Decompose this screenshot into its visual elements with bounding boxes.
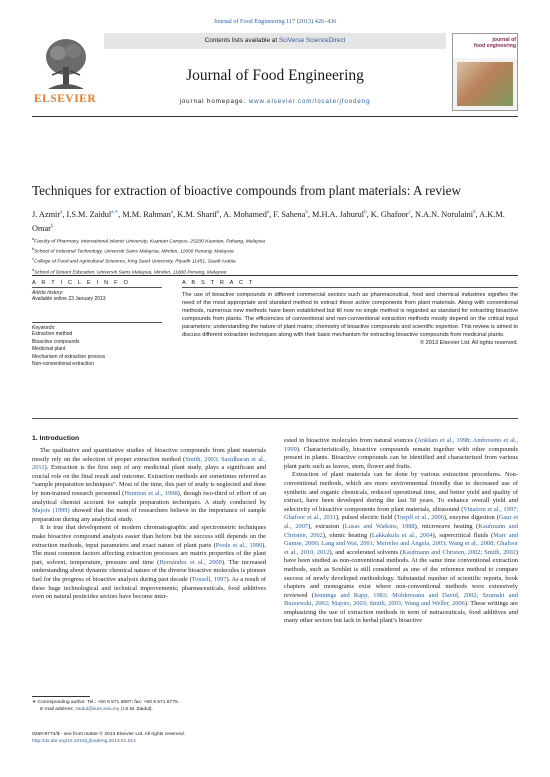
citation-link[interactable]: Tonsell, 1997 [191,575,227,583]
keyword: Non-conventional extraction [32,361,94,367]
paragraph-text: ), pulsed electric field ( [335,514,397,522]
article-info-heading: A R T I C L E I N F O [32,280,131,286]
author-affiliation-mark[interactable]: a [266,210,270,215]
keywords-divider [32,322,162,323]
paragraph-text: It is true that development of modern chromatographic and spectrometric techniques make bioactive compound analysis easier than before but the success still depends on the extraction methods, input parameters and exact nature of plant parts ( [32,524,266,549]
corresponding-author-footnote [32,699,266,713]
publisher-logo[interactable] [32,33,98,111]
author-name: N.A.N. Norulaini [414,209,474,219]
author-name: M.M. Rahman [122,209,171,219]
elsevier-tree-icon [42,35,90,93]
journal-cover-thumbnail[interactable] [452,33,518,111]
citation-link[interactable]: Toepfl et al., 2006 [396,514,444,522]
paragraph-text: ), ohmic heating ( [322,531,372,539]
issn-line: 0260-8774/$ - see front matter © 2013 Elsevier Ltd. All rights reserved. [32,732,186,737]
info-divider [32,287,162,288]
keywords [32,325,162,369]
homepage-link[interactable]: www.elsevier.com/locate/jfoodeng [248,98,371,105]
keyword: Bioactive compounds [32,338,80,345]
affiliation-text: College of Food and Agricultural Sciences, King Saud University, Riyadh 11451, Saudi Arabia [33,260,236,266]
paragraph-text: ), supercritical fluids ( [432,531,494,539]
publisher-wordmark: ELSEVIER [34,93,97,105]
citation-link[interactable]: Majors (1999) [32,507,70,515]
copyright: © 2013 Elsevier Ltd. All rights reserved. [419,340,518,347]
body-column-left [32,447,266,602]
paragraph-text: ). The increased understanding about dynamic chemical nature of the diverse bioactive molecules is pioneer fuel for the progress of bioactive analysis during past decade ( [32,558,266,583]
paragraph [284,471,518,626]
author-affiliation-mark[interactable]: a [60,210,63,215]
contents-prefix: Contents lists available at [204,37,279,44]
paragraph-text: ). These writings are emphasizing the use of extraction methods in term of nutraceuticals, food additives and many other sectors but lack in herbal plant’s bioactive [284,600,518,625]
author-list: J. Azmir$^a$, I.S.M. Zaidul$^{a,∗}$, M.M. Rahman$^a$, K.M. Sharif$^a$, A. Mohamed$^a$, F. Sahena$^b$, M.H.A. Jahurul$^b$, K. Ghafoor$^c$, N.A.N. Norulaini$^d$, A.K.M. Omar$^b$ [32,209,505,233]
history-text: Available online 23 January 2013 [32,296,106,302]
journal-homepage [104,98,446,105]
doi-link[interactable]: http://dx.doi.org/10.1016/j.jfoodeng.2013.01.014 [32,739,136,744]
author-name: M.H.A. Jahurul [312,209,365,219]
affiliation-text: Faculty of Pharmacy, International Islamic University, Kuantan Campus, 25200 Kuantan, Pahang, Malaysia [34,239,266,245]
author-affiliation-mark[interactable]: b [364,210,367,215]
abstract-divider [182,287,518,288]
abstract-bottom-divider [32,418,518,419]
email-link[interactable]: zaidul@iium.edu.my [75,707,120,712]
header-divider [32,275,518,276]
article-title: Techniques for extraction of bioactive compounds from plant materials: A review [32,183,462,198]
author-name: F. Sahena [273,209,306,219]
keyword-list [32,331,162,369]
citation-link[interactable]: Hennion et al., 1998 [124,489,178,497]
author-name: K. Ghafoor [370,209,409,219]
affiliation [32,236,518,246]
journal-reference[interactable]: Journal of Food Engineering 117 (2013) 426–436 [213,18,337,25]
citation-link[interactable]: Anklam et al., 1998; Ambrosino et al., 1999 [284,437,518,453]
affiliation-mark: b [32,247,35,252]
corresponding-text: ∗ Corresponding author. Tel.: +60 9 571 6687; fax: +60 9 571 6775. [32,700,180,705]
author-name: I.S.M. Zaidul [66,209,112,219]
citation-link[interactable]: Marr and Gamse, 2000; Lang and Wai, 2001; Meireles and Angela, 2003; Wang et al., 2008; Ghafoor et al., 2010, 2012 [284,531,518,556]
affiliation-text: School of Industrial Technology, Universiti Sains Malaysia, Minden, 11800 Penang, Malaysia [34,249,234,255]
author-name: J. Azmir [32,209,61,219]
journal-masthead [32,33,518,158]
affiliation-mark: c [32,257,34,262]
citation-link[interactable]: Vinatoru et al., 1997; Ghafoor et al., 2011 [284,505,518,522]
keyword: Extraction method [32,331,73,337]
article-history [32,290,162,304]
front-matter [32,731,266,745]
paragraph-text: ), though two-third of effort of an analytical chemist account for sample preparation techniques. A study conducted by [32,489,266,506]
paragraph-text: ), enzyme digestion ( [443,514,499,522]
affiliation [32,246,518,256]
citation-link[interactable]: Lusas and Watkins, 1988 [344,522,415,530]
author-affiliation-mark[interactable]: a [217,210,220,215]
paragraph-text: ), microwave heating ( [414,522,479,530]
journal-title: Journal of Food Engineering [186,67,364,84]
author-affiliation-mark[interactable]: b [50,223,54,229]
abstract-body: The use of bioactive compounds in different commercial sectors such as pharmaceutical, food and chemical industries signifies the need of the most appropriate and standard method to extract these active components from plant materials. Along with conventional methods, numerous new methods have been established but till now no single method is regarded as standard for extracting bioactive compounds from plants. The efficiencies of conventional and non-conventional extraction methods mostly depend on the critical input parameters; understanding the nature of plant matrix; chemistry of bioactive compounds and scientific expertise. This review is aimed to discuss different extraction techniques along with their basic mechanism for extracting bioactive compounds from medicinal plants. [182,292,518,339]
keyword: Medicinal plant [32,346,66,352]
author-affiliation-mark[interactable]: d [473,210,476,215]
contents-availability [104,33,446,49]
affiliation-text: School of Distant Education, Universiti Sains Malaysia, Minden, 11800 Penang, Malaysia [34,270,227,276]
history-label: Article history: [32,290,64,296]
paragraph-text: ested in bioactive molecules from natural sources ( [284,437,418,444]
body-column-right [284,437,518,626]
paragraph-text: ), extrusion ( [308,522,345,530]
citation-link[interactable]: Poole et al., 1990 [215,541,263,549]
paragraph-text: showed that the most of researchers believe in the importance of sample preparation during any analytical study. [32,507,266,523]
paragraph-text: ). As a result of these huge technological and technical improvements; pharmaceuticals, food additives even on natural pesticides sectors have become inter- [32,575,266,601]
paragraph-text: ), and accelerated solvents ( [329,548,403,556]
section-heading: 1. Introduction [32,435,80,442]
cover-title: journal of food engineering [473,37,516,49]
paragraph-text: ). Extraction is the first step of any medicinal plant study, plays a significant and crucial role on the final result and outcome. Extraction methods are sometimes referred as “sample preparation techniques”. Most of the time, this part of study is neglected and done by non-trained research personnel ( [32,464,266,497]
citation-link[interactable]: Lakkakula et al., 2004 [372,531,433,539]
paragraph [284,437,518,471]
cover-image [457,62,513,106]
footnote-divider [32,696,90,697]
abstract-heading: A B S T R A C T [182,280,255,286]
affiliation [32,256,518,266]
paragraph-text: ). The most common factors affecting extraction processes are matrix properties of the plant part, solvent, temperature, pressure and time ( [32,541,266,566]
paragraph-text: The qualitative and quantitative studies of bioactive compounds from plant materials mostly rely on the selection of proper extraction method ( [32,447,266,463]
author-name: A.K.M. Omar [32,209,505,233]
masthead-divider [32,116,518,117]
affiliation-list [32,236,518,277]
sciencedirect-link[interactable]: SciVerse ScienceDirect [278,37,346,44]
citation-link[interactable]: Kaufmann and Christen, 2002; Smith, 2002 [402,548,516,556]
author-affiliation-mark[interactable]: b [305,210,308,215]
abstract [182,291,518,347]
affiliation-mark: a [32,237,35,241]
paragraph-text: Extraction of plant materials can be done by various extraction procedures. Non-conventional methods, which are more environmental friendly due to decreased use of synthetic and organic chemicals, reduced operational time, and better yield and quality of extract, have been developed during the last 50 years. To enhance overall yield and selectivity of bioactive components from plant materials, ultrasound ( [284,471,518,513]
email-line: E-mail address: zaidul@iium.edu.my (I.S.M. Zaidul). [40,707,153,712]
keywords-label: Keywords: [32,325,56,331]
keyword: Mechanism of extraction process [32,353,106,360]
author-affiliation-mark[interactable]: a [170,210,174,215]
citation-link[interactable]: Jennings and Rapp, 1983; Moldoveanu and David, 2002; Szumski and Buszewski, 2002; Majors, 2003; Smith, 2003; Wang and Weller, 2006 [284,591,518,608]
paragraph-text: ). Characteristically, bioactive compounds remain together with other compounds present in plants. Bioactive compounds can be identified and characterized from various plant parts such as leaves, stem, flower and fruits. [284,445,518,470]
author-affiliation-mark[interactable]: a,∗ [111,210,119,215]
author-name: K.M. Sharif [177,209,218,219]
citation-link[interactable]: Hernández et al., 2009 [159,558,222,566]
affiliation-mark: d [32,267,35,272]
paragraph [32,447,266,524]
citation-link[interactable]: Gaur et al., 2007 [284,514,518,530]
paragraph [32,524,266,601]
homepage-prefix: journal homepage: [179,98,249,105]
author-affiliation-mark[interactable]: c [408,210,411,215]
paragraph-text: ) have been studied as non-conventional methods. At the same time conventional extraction methods, such as Soxhlet is still considered as one of the reference method to compare success of newly developed methodology. Substantial number of scientific reports, book chapters and monograms exist where non-conventional methods were extensively reviewed ( [284,548,519,599]
citation-link[interactable]: Smith, 2003; Sasidharan et al., 2011 [32,455,266,472]
citation-link[interactable]: Kaufmann and Christen, 2002 [284,522,518,539]
author-name: A. Mohamed [223,209,267,219]
